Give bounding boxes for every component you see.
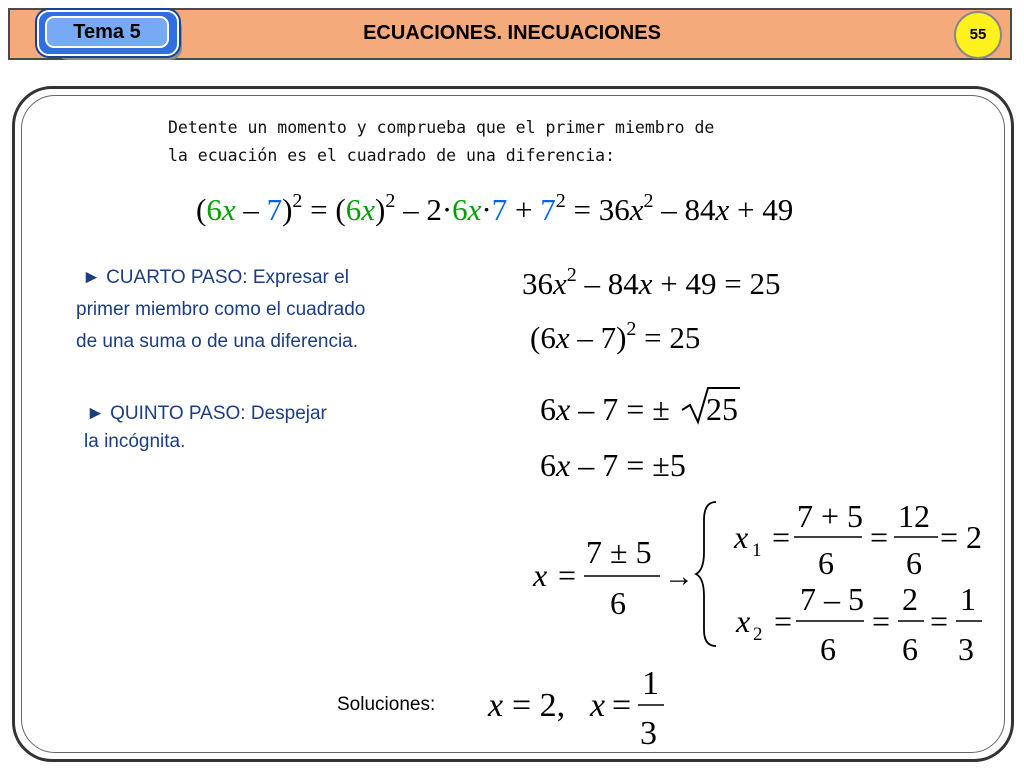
svg-text:=: = — [558, 557, 577, 593]
svg-text:12: 12 — [898, 498, 930, 534]
tema-label: Tema 5 — [45, 16, 169, 48]
quinto-paso-line-1: ► QUINTO PASO: Despejar — [86, 403, 327, 424]
svg-text:25: 25 — [706, 391, 738, 427]
svg-text:7 + 5: 7 + 5 — [797, 498, 864, 534]
svg-text:2: 2 — [902, 581, 918, 617]
x1-equation: x — [734, 519, 749, 555]
chapter-title: ECUACIONES. INECUACIONES — [363, 22, 661, 44]
svg-text:1: 1 — [642, 665, 659, 702]
svg-text:=: = — [774, 603, 793, 639]
svg-text:3: 3 — [640, 715, 657, 752]
page-number: 55 — [954, 11, 1002, 59]
svg-text:2: 2 — [966, 519, 982, 555]
svg-text:6: 6 — [820, 631, 836, 667]
general-x: x — [533, 557, 548, 593]
equation-4: 6x – 7 = ±5 — [540, 447, 686, 483]
x2-equation: x — [736, 603, 751, 639]
solutions-label: Soluciones: — [337, 694, 436, 715]
svg-text:=: = — [870, 519, 889, 555]
cuarto-paso-line-1: ► CUARTO PASO: Expresar el — [82, 267, 349, 288]
equation-2: (6x – 7)$^2$ = 25 — [530, 318, 701, 355]
svg-text:=: = — [772, 519, 791, 555]
expansion-equation: $(6x - 7)^2 = (6x)^2 - 2\cdot 6x\cdot 7 + 7^2 = 36x^2 - 84x + 49$ — [196, 190, 794, 227]
arrow-icon: → — [664, 560, 694, 593]
brace-icon — [696, 502, 716, 646]
svg-text:=: = — [872, 603, 891, 639]
svg-text:6: 6 — [610, 585, 626, 621]
note-line-2: la ecuación es el cuadrado de una diferencia: — [168, 146, 616, 165]
svg-text:7 ± 5: 7 ± 5 — [586, 534, 652, 570]
svg-text:=: = — [940, 519, 959, 555]
svg-text:3: 3 — [958, 631, 974, 667]
note-line-1: Detente un momento y comprueba que el primer miembro de — [168, 118, 715, 137]
quinto-paso-line-2: la incógnita. — [84, 431, 186, 452]
svg-text:6: 6 — [902, 631, 918, 667]
equation-1: $36x^2 - 84x + 49 = 25$ — [522, 264, 781, 301]
svg-text:6: 6 — [906, 545, 922, 581]
cuarto-paso-line-3: de una suma o de una diferencia. — [76, 331, 359, 352]
svg-text:= 2,: = 2, — [512, 687, 566, 724]
svg-text:=: = — [612, 687, 632, 724]
cuarto-paso-line-2: primer miembro como el cuadrado — [76, 299, 366, 320]
svg-text:7 – 5: 7 – 5 — [800, 581, 864, 617]
svg-text:1: 1 — [752, 540, 762, 561]
svg-text:2: 2 — [753, 624, 763, 645]
solution-1: x — [488, 687, 504, 724]
svg-text:1: 1 — [960, 581, 976, 617]
solution-2: x — [590, 687, 606, 724]
equation-3: 6x – 7 = ± — [540, 391, 670, 427]
svg-text:6: 6 — [818, 545, 834, 581]
svg-text:=: = — [930, 603, 949, 639]
